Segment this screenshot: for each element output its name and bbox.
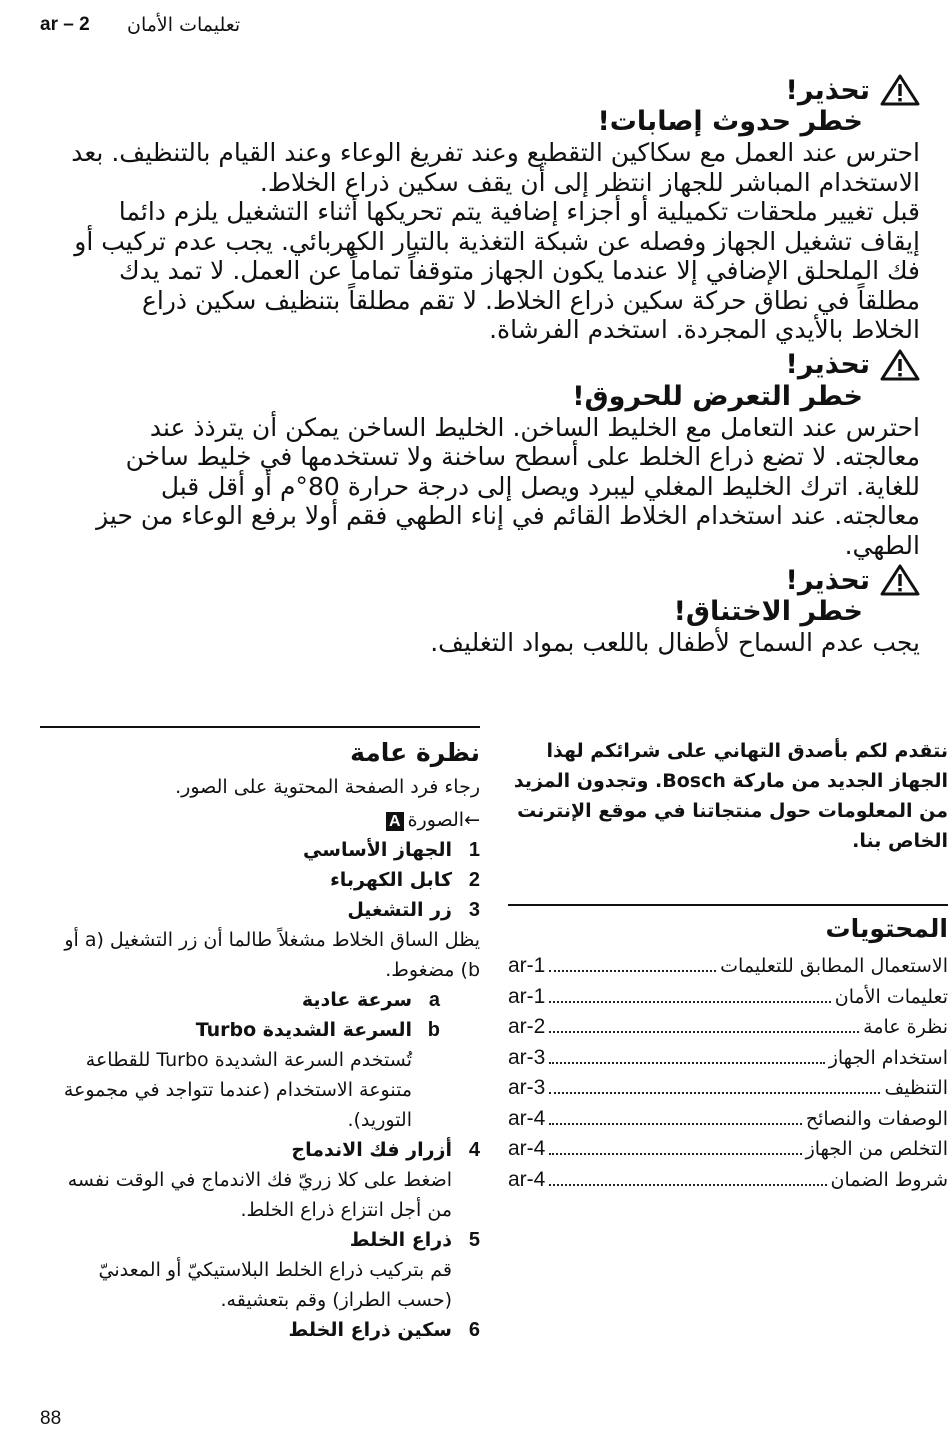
item-number: 1 (468, 839, 480, 861)
toc-entry (508, 1107, 948, 1138)
warning-subtitle: خطر التعرض للحروق! (572, 380, 863, 412)
warning-paragraph: قبل تغيير ملحقات تكميلية أو أجزاء إضافية يتم تحريكها أثناء التشغيل يلزم دائما إيقاف تشغيل الجهاز وفصله عن شبكة التغذية بالتيار الكهربائي. يجب عدم تركيب أو فك الملحلق الإضافي إلا عندما يكون الجهاز متوقفاً تماماً عن العمل. لا تمد يدك مطلقاً في نطاق حركة سكين ذراع الخلاط. لا تقم مطلقاً بتنظيف سكين ذراع الخلاط بالأيدي المجردة. استخدم الفرشاة. (74, 197, 920, 344)
toc-label: التنظيف (884, 1077, 948, 1099)
warning-label: تحذير! (785, 74, 870, 106)
greeting-text: نتقدم لكم بأصدق التهاني على شرائكم لهذا الجهاز الجديد من ماركة Bosch. وتجدون المزيد من المعلومات حول منتجاتنا في موقع الإنترنت الخاص بنا. (513, 740, 948, 852)
warning-triangle-icon (880, 74, 920, 106)
warnings-section (70, 74, 920, 662)
toc-leader (549, 1107, 802, 1125)
toc-page: ar-2 (508, 1015, 546, 1038)
toc-leader (549, 1015, 859, 1033)
list-item (40, 1225, 480, 1255)
item-number: 2 (468, 869, 480, 891)
overview-section (40, 726, 480, 1345)
toc-page: ar-3 (508, 1076, 546, 1099)
toc-leader (549, 1137, 801, 1155)
warning-burns (70, 349, 920, 561)
warning-paragraph: يجب عدم السماح لأطفال باللعب بمواد التغليف. (430, 628, 920, 657)
warning-suffocation (70, 564, 920, 658)
warning-paragraph: احترس عند التعامل مع الخليط الساخن. الخليط الساخن يمكن أن يترذذ عند معالجته. لا تضع ذراع الخلط على أسطح ساخنة ولا تستخدمها في خليط ساخن للغاية. اترك الخليط المغلي ليبرد ويصل إلى درجة حرارة 80°م أو أقل قبل معالجته. عند استخدام الخلاط القائم في إناء الطهي فقم أولا برفع الوعاء من حيز الطهي. (96, 412, 920, 560)
item-description: اضغط على كلا زريّ فك الاندماج في الوقت نفسه من أجل انتزاع ذراع الخلط. (67, 1169, 452, 1221)
warning-triangle-icon (880, 564, 920, 596)
sub-item-description: تُستخدم السرعة الشديدة Turbo للقطاعة متنوعة الاستخدام (عندما تتواجد في مجموعة التوريد). (63, 1049, 412, 1131)
item-label: كابل الكهرباء (330, 869, 452, 891)
toc-leader (549, 1076, 880, 1094)
warning-heading (70, 74, 920, 106)
warning-heading (70, 564, 920, 596)
contents-title: المحتويات (825, 914, 948, 943)
list-item (40, 1315, 480, 1345)
item-label: أزرار فك الاندماج (291, 1139, 452, 1161)
list-item (40, 1135, 480, 1165)
toc-entry (508, 985, 948, 1016)
toc-leader (549, 954, 716, 972)
warning-subtitle: خطر الاختناق! (673, 596, 863, 627)
section-divider (40, 726, 480, 728)
figure-reference (40, 805, 480, 835)
overview-title: نظرة عامة (350, 738, 480, 767)
sub-item-letter: b (427, 1019, 440, 1041)
toc-label: نظرة عامة (863, 1016, 948, 1038)
sub-item-letter: a (428, 989, 440, 1011)
toc-label: شروط الضمان (830, 1168, 948, 1191)
list-item (40, 865, 480, 895)
toc-page: ar-4 (508, 1137, 546, 1160)
contents-list (508, 954, 948, 1198)
toc-label: الاستعمال المطابق للتعليمات (720, 955, 948, 977)
toc-leader (549, 1168, 826, 1186)
sub-list-item (40, 985, 440, 1015)
warning-heading (70, 349, 920, 381)
toc-page: ar-4 (508, 1167, 546, 1191)
item-label: زر التشغيل (347, 899, 452, 921)
arrow-left-icon: ← (464, 809, 480, 831)
toc-leader (549, 985, 830, 1003)
toc-label: تعليمات الأمان (834, 985, 948, 1008)
list-item (40, 895, 480, 925)
warning-label: تحذير! (785, 349, 870, 380)
item-description: قم بتركيب ذراع الخلط البلاستيكيّ أو المعدنيّ (حسب الطراز) وقم بتعشيقه. (98, 1259, 452, 1311)
item-label: الجهاز الأساسي (303, 839, 452, 861)
section-divider (508, 904, 948, 906)
list-item (40, 835, 480, 865)
overview-intro: رجاء فرد الصفحة المحتوية على الصور. (175, 776, 480, 798)
item-number: 5 (468, 1229, 480, 1251)
toc-entry (508, 1046, 948, 1077)
warning-label: تحذير! (785, 564, 870, 596)
page-number: 88 (40, 1408, 62, 1429)
warning-paragraph: احترس عند العمل مع سكاكين التقطيع وعند تفريغ الوعاء وعند القيام بالتنظيف. بعد الاستخدام المباشر للجهاز انتظر إلى أن يقف سكين ذراع الخلاط. (71, 138, 920, 197)
item-number: 3 (468, 899, 480, 921)
table-of-contents (508, 912, 948, 1198)
warning-injury (70, 74, 920, 345)
item-label: سكين ذراع الخلط (288, 1319, 452, 1341)
figure-letter-badge: A (386, 812, 404, 831)
toc-entry (508, 1168, 948, 1199)
toc-entry (508, 1137, 948, 1168)
item-number: 6 (468, 1319, 480, 1341)
warning-triangle-icon (880, 349, 920, 381)
header-page-code: ar – 2 (40, 14, 90, 35)
sub-list-item (40, 1015, 440, 1045)
toc-leader (549, 1046, 824, 1064)
figure-prefix: الصورة (407, 809, 465, 831)
toc-page: ar-1 (508, 984, 546, 1008)
item-description: يظل الساق الخلاط مشغلاً طالما أن زر التشغيل (a أو b) مضغوط. (64, 929, 480, 981)
toc-page: ar-1 (508, 954, 546, 977)
toc-entry (508, 1015, 948, 1046)
warning-subtitle: خطر حدوث إصابات! (597, 106, 863, 137)
sub-item-label: سرعة عادية (301, 989, 412, 1011)
item-label: ذراع الخلط (349, 1229, 452, 1251)
toc-page: ar-3 (508, 1045, 546, 1069)
header-section-title: تعليمات الأمان (127, 14, 241, 36)
toc-entry (508, 954, 948, 985)
toc-label: التخلص من الجهاز (805, 1138, 948, 1160)
greeting-paragraph (508, 736, 948, 856)
toc-label: الوصفات والنصائح (805, 1107, 948, 1130)
toc-page: ar-4 (508, 1106, 546, 1130)
sub-item-label: السرعة الشديدة Turbo (195, 1019, 412, 1041)
item-number: 4 (468, 1139, 480, 1161)
toc-label: استخدام الجهاز (828, 1046, 948, 1069)
toc-entry (508, 1076, 948, 1107)
